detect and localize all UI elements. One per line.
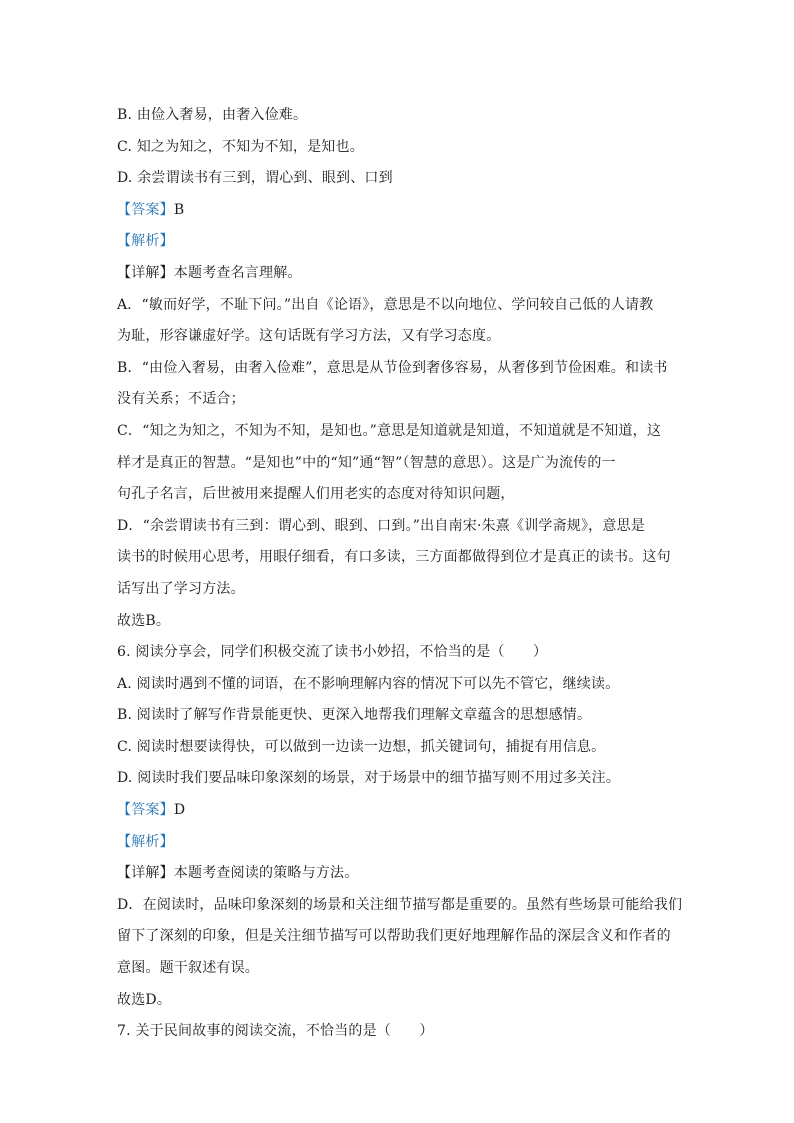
answer-tag: 【答案】 [117,201,174,218]
analysis-tag: 【解析】 [117,233,174,250]
question-7-stem: 7. 关于民间故事的阅读交流，不恰当的是（ ） [117,1023,434,1040]
explanation-line: 样才是真正的智慧。“是知也”中的“知”通“智”（智慧的意思）。这是广为流传的一 [117,454,616,471]
answer-value: D [173,802,186,819]
answer-line [117,795,677,827]
explanation-line: 意图。题干叙述有误。 [117,960,259,977]
conclusion-line: 故选D。 [117,991,172,1008]
explanation-line: 话写出了学习方法。 [117,580,245,597]
analysis-tag: 【解析】 [117,833,174,850]
explanation-line: A．“敏而好学，不耻下问。”出自《论语》，意思是不以向地位、学问较自己低的人请教 [117,296,654,313]
explanation-line: D．在阅读时，品味印象深刻的场景和关注细节描写都是重要的。虽然有些场景可能给我们 [117,896,683,913]
answer-tag: 【答案】 [117,802,174,819]
option-b-line: B. 由俭入奢易，由奢入俭难。 [117,107,308,123]
conclusion-line: 故选B。 [117,612,171,629]
explanation-line: 【详解】本题考查阅读的策略与方法。 [117,865,359,882]
option-c-line: C. 知之为知之，不知为不知，是知也。 [117,138,364,155]
question-6-option-a: A. 阅读时遇到不懂的词语，在不影响理解内容的情况下可以先不管它，继续读。 [117,675,620,692]
explanation-line: 没有关系；不适合； [117,391,245,408]
analysis-line [117,827,677,859]
explanation-line: 句孔子名言，后世被用来提醒人们用老实的态度对待知识问题， [117,486,515,503]
explanation-line: C．“知之为知之，不知为不知，是知也。”意思是知道就是知道，不知道就是不知道，这 [117,422,662,439]
question-6-option-d: D. 阅读时我们要品味印象深刻的场景，对于场景中的细节描写则不用过多关注。 [117,770,621,787]
explanation-line: 为耻，形容谦虚好学。这句话既有学习方法，又有学习态度。 [117,328,501,345]
option-d-line: D. 余尝谓读书有三到，谓心到、眼到、口到 [117,170,393,187]
explanation-line: D．“余尝谓读书有三到：谓心到、眼到、口到。”出自南宋·朱熹《训学斋规》，意思是 [117,517,645,534]
question-6-stem: 6. 阅读分享会，同学们积极交流了读书小妙招，不恰当的是（ ） [117,644,548,661]
question-6-option-b: B. 阅读时了解写作背景能更快、更深入地帮我们理解文章蕴含的思想感情。 [117,707,592,724]
analysis-line [117,226,677,258]
answer-line [117,195,677,227]
question-6-option-c: C. 阅读时想要读得快，可以做到一边读一边想，抓关键词句，捕捉有用信息。 [117,738,606,755]
explanation-line: 读书的时候用心思考，用眼仔细看，有口多读，三方面都做得到位才是真正的读书。这句 [117,549,671,566]
explanation-line: B．“由俭入奢易，由奢入俭难”，意思是从节俭到奢侈容易，从奢侈到节俭困难。和读书 [117,359,668,376]
document-page [117,100,683,1048]
explanation-line: 留下了深刻的印象，但是关注细节描写可以帮助我们更好地理解作品的深层含义和作者的 [117,928,671,945]
answer-value: B [173,201,185,218]
explanation-line: 【详解】本题考查名言理解。 [117,264,302,281]
